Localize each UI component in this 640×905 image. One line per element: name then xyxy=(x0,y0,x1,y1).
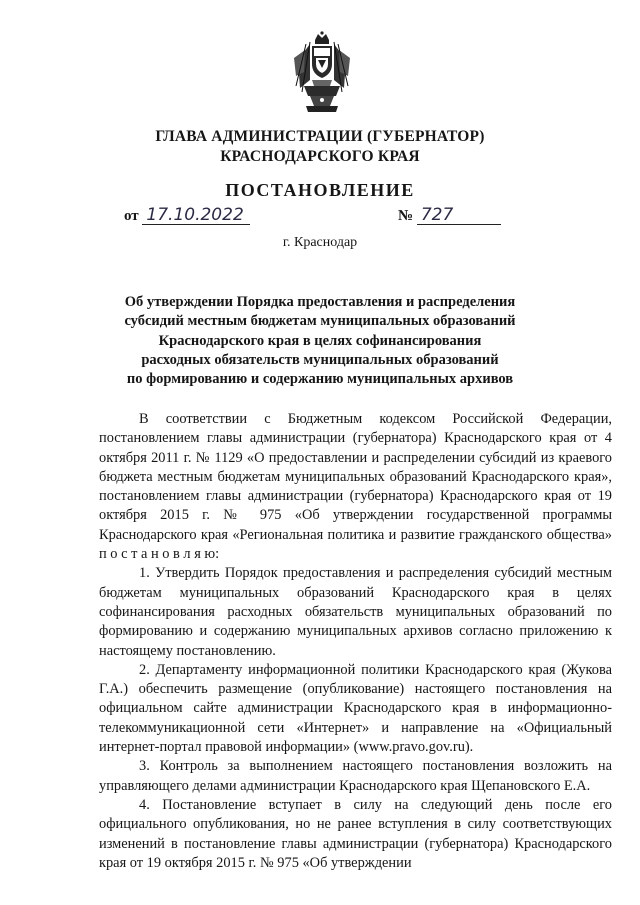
title-line: по формированию и содержанию муниципальных архивов xyxy=(126,371,514,388)
title-line: Об утверждении Порядка предоставления и распределения xyxy=(124,294,516,310)
title-line: субсидий местным бюджетам муниципальных образований xyxy=(124,313,516,330)
preamble-paragraph: В соответствии с Бюджетным кодексом Российской Федерации, постановлением главы администрации (губернатора) Краснодарского края от 4 октября 2011 г. № 1129 «О предоставлении и распределении субсидий из краевого бюджета местным бюджетам муниципальных образований Краснодарского края», постановлением главы администрации (губернатора) Краснодарского края от 19 октября 2015 г. № 975 «Об утверждении государственной программы Краснодарского края «Региональная политика и развитие гражданского общества» п о с т а н о в л я ю: xyxy=(99,411,612,563)
clause-1-paragraph: 1. Утвердить Порядок предоставления и распределения субсидий местным бюджетам муниципальных образований Краснодарского края в целях софинансирования расходных обязательств муниципальных образований по формированию и содержанию муниципальных архивов согласно приложению к настоящему постановлению. xyxy=(99,565,612,659)
handwritten-number: 727 xyxy=(417,207,501,225)
number-prefix: № xyxy=(398,208,414,224)
document-type-heading: ПОСТАНОВЛЕНИЕ xyxy=(225,180,415,200)
document-number xyxy=(398,207,501,225)
clause-4-paragraph: 4. Постановление вступает в силу на следующий день после его официального опубликования, но не ранее вступления в силу соответствующих изменений в постановление главы администрации (губернатора) Краснодарского края от 19 октября 2015 г. № 975 «Об утверждении xyxy=(99,796,612,871)
clause-3-paragraph: 3. Контроль за выполнением настоящего постановления возложить на управляющего делами администрации Краснодарского края Щепановского Е.А. xyxy=(99,758,612,794)
title-line: расходных обязательств муниципальных образований xyxy=(141,351,499,368)
handwritten-date: 17.10.2022 xyxy=(142,207,250,225)
document-body xyxy=(99,410,612,873)
issuing-authority-line-2: КРАСНОДАРСКОГО КРАЯ xyxy=(220,148,420,165)
document-date xyxy=(124,207,250,225)
document-title xyxy=(80,293,560,389)
krasnodar-coat-of-arms-icon xyxy=(290,30,354,114)
title-line: Краснодарского края в целях софинансирования xyxy=(158,332,482,349)
city-of-issue: г. Краснодар xyxy=(282,235,358,250)
issuing-authority-line-1: ГЛАВА АДМИНИСТРАЦИИ (ГУБЕРНАТОР) xyxy=(155,128,485,145)
date-prefix: от xyxy=(124,208,139,224)
clause-2-paragraph: 2. Департаменту информационной политики Краснодарского края (Жукова Г.А.) обеспечить размещение (опубликование) настоящего постановления на официальном сайте администрации Краснодарского края в информационно-телекоммуникационной сети «Интернет» и направление на «Официальный интернет-портал правовой информации» (www.pravo.gov.ru). xyxy=(99,661,612,756)
